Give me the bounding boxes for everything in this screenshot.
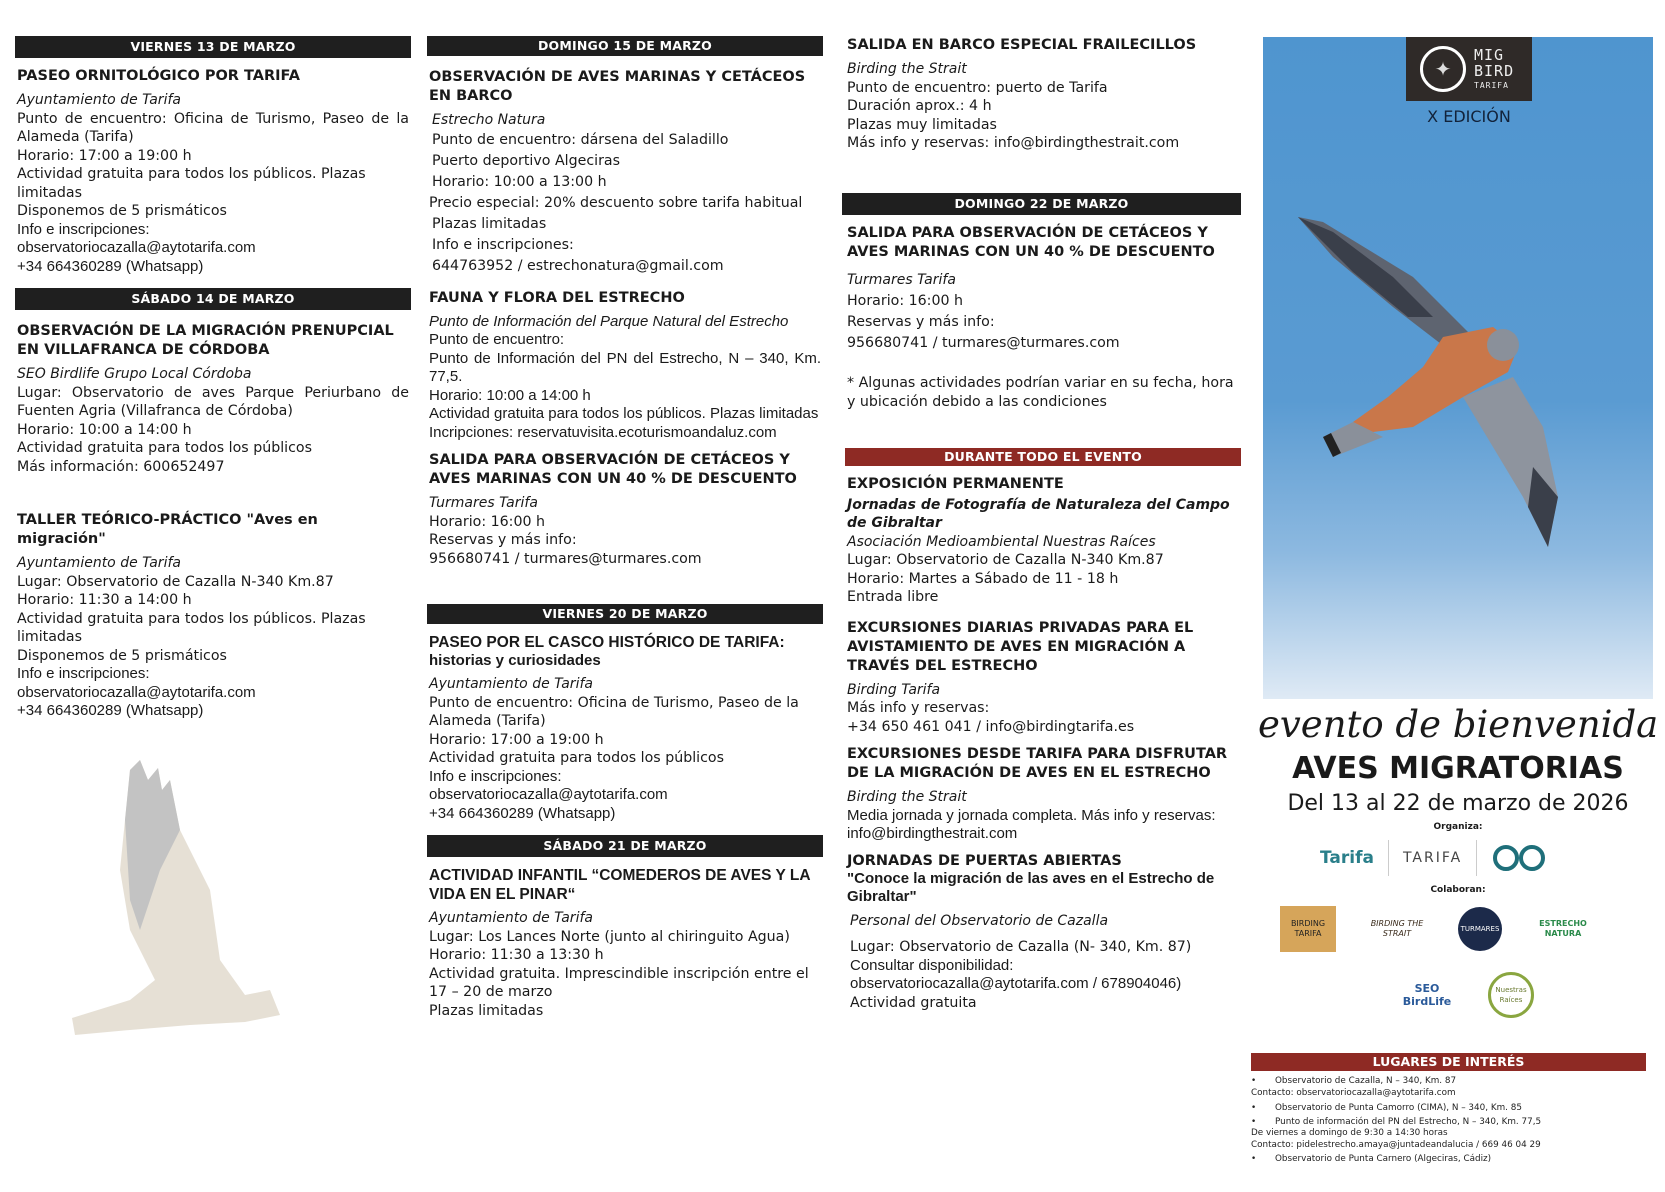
birding-tarifa-logo: BIRDING TARIFA bbox=[1280, 906, 1336, 952]
event-organizer: Birding the Strait bbox=[847, 789, 967, 805]
event-line: Info e inscripciones: bbox=[429, 767, 562, 785]
event-paseo-ornitologico bbox=[15, 67, 411, 276]
event-frailecillos bbox=[845, 36, 1241, 153]
event-line: Punto de encuentro: bbox=[429, 331, 565, 348]
event-line: Actividad gratuita para todos los públicos bbox=[17, 440, 312, 456]
event-organizer: Ayuntamiento de Tarifa bbox=[17, 92, 181, 108]
event-casco-historico bbox=[427, 633, 823, 823]
event-line: Horario: 10:00 a 14:00 h bbox=[17, 421, 192, 438]
event-title: SALIDA EN BARCO ESPECIAL FRAILECILLOS bbox=[847, 37, 1197, 53]
tarifa-tourism-logo: Tarifa bbox=[1320, 848, 1374, 868]
event-line: Lugar: Observatorio de Cazalla N-340 Km.87 bbox=[847, 552, 1164, 568]
event-line: Actividad gratuita para todos los públicos bbox=[429, 750, 724, 766]
event-line: Más información: 600652497 bbox=[17, 458, 225, 475]
harrier-bird-illustration bbox=[70, 760, 310, 1060]
event-excursiones-tarifa bbox=[845, 745, 1241, 844]
event-migracion-cordoba bbox=[15, 322, 411, 476]
event-line: Lugar: Observatorio de Cazalla N-340 Km.87 bbox=[17, 573, 334, 590]
event-email-link[interactable]: observatoriocazalla@aytotarifa.com bbox=[429, 786, 668, 803]
organizer-logos bbox=[1320, 838, 1549, 878]
event-line: Info e inscripciones: bbox=[17, 220, 150, 238]
migbird-logo bbox=[1406, 37, 1532, 101]
lugar-item: • Observatorio de Punta Camorro (CIMA), N – 340, Km. 85 bbox=[1251, 1103, 1522, 1114]
lugar-item: • Punto de información del PN del Estrecho, N – 340, Km. 77,5 bbox=[1251, 1116, 1542, 1127]
event-puertas-abiertas bbox=[845, 853, 1241, 1013]
event-subtitle: historias y curiosidades bbox=[429, 652, 601, 669]
event-registration-link[interactable]: Incripciones: reservatuvisita.ecoturismoandaluz.com bbox=[429, 423, 777, 441]
event-phone: +34 664360289 (Whatsapp) bbox=[17, 257, 204, 275]
event-organizer: Estrecho Natura bbox=[432, 112, 546, 128]
event-title: OBSERVACIÓN DE AVES MARINAS Y CETÁCEOS EN BARCO bbox=[429, 69, 806, 104]
estrecho-natura-logo: ESTRECHO NATURA bbox=[1539, 919, 1587, 938]
disclaimer-note: * Algunas actividades podrían variar en su fecha, hora y ubicación debido a las condiciones bbox=[847, 374, 1234, 410]
event-email-link[interactable]: observatoriocazalla@aytotarifa.com bbox=[17, 239, 256, 256]
event-line: Duración aprox.: 4 h bbox=[847, 98, 992, 114]
event-line: Punto de encuentro: puerto de Tarifa bbox=[847, 79, 1108, 96]
nuestras-raices-logo: Nuestras Raíces bbox=[1488, 972, 1534, 1018]
event-line: Actividad gratuita para todos los públicos. Plazas limitadas bbox=[17, 610, 366, 645]
event-line: Horario: 11:30 a 13:30 h bbox=[429, 947, 604, 963]
event-cetaceos-22 bbox=[845, 224, 1241, 412]
event-organizer: Birding the Strait bbox=[847, 61, 967, 77]
event-organizer: Punto de Información del Parque Natural del Estrecho bbox=[429, 312, 789, 330]
event-title: ACTIVIDAD INFANTIL “COMEDEROS DE AVES Y LA VIDA EN EL PINAR“ bbox=[429, 867, 810, 903]
event-organizer: Ayuntamiento de Tarifa bbox=[17, 555, 181, 571]
event-organizer: Ayuntamiento de Tarifa bbox=[429, 910, 593, 926]
event-line: Plazas limitadas bbox=[432, 215, 547, 232]
column-3 bbox=[845, 34, 1241, 1012]
main-title: AVES MIGRATORIAS bbox=[1292, 751, 1624, 786]
kestrel-photo bbox=[1293, 197, 1573, 557]
event-line: Lugar: Los Lances Norte (junto al chiringuito Agua) bbox=[429, 928, 790, 945]
event-title: PASEO ORNITOLÓGICO POR TARIFA bbox=[17, 68, 301, 84]
edition-label: X EDICIÓN bbox=[1427, 107, 1511, 126]
event-phone: +34 664360289 (Whatsapp) bbox=[429, 804, 616, 822]
event-line: Lugar: Observatorio de Cazalla (N- 340, Km. 87) bbox=[850, 939, 1192, 955]
event-line: Reservas y más info: bbox=[429, 532, 577, 548]
event-aves-marinas-barco bbox=[427, 68, 823, 277]
event-line: Punto de Información del PN del Estrecho, N – 340, Km. 77,5. bbox=[429, 349, 821, 385]
event-line: Actividad gratuita para todos los públicos. Plazas limitadas bbox=[17, 166, 366, 201]
event-line: Horario: Martes a Sábado de 11 - 18 h bbox=[847, 570, 1119, 587]
lugar-item: • Observatorio de Cazalla, N – 340, Km. 87 bbox=[1251, 1076, 1457, 1086]
event-line: Puerto deportivo Algeciras bbox=[432, 152, 620, 169]
event-line: Reservas y más info: bbox=[847, 313, 995, 330]
event-excursiones-diarias bbox=[845, 619, 1241, 737]
event-title: SALIDA PARA OBSERVACIÓN DE CETÁCEOS Y AVES MARINAS CON UN 40 % DE DESCUENTO bbox=[429, 452, 797, 487]
event-organizer: Turmares Tarifa bbox=[429, 495, 538, 511]
lugares-list bbox=[1251, 1074, 1661, 1165]
lugares-heading: LUGARES DE INTERÉS bbox=[1251, 1053, 1646, 1071]
organiza-label: Organiza: bbox=[1433, 822, 1483, 832]
column-1 bbox=[15, 36, 411, 721]
day-header-20: VIERNES 20 DE MARZO bbox=[427, 604, 823, 624]
event-line: Plazas limitadas bbox=[429, 1002, 544, 1019]
event-line: Lugar: Observatorio de aves Parque Periurbano de Fuenten Agria (Villafranca de Córdoba) bbox=[17, 384, 409, 419]
event-fauna-flora bbox=[427, 289, 823, 443]
event-email-link[interactable]: observatoriocazalla@aytotarifa.com bbox=[17, 683, 256, 701]
lugar-hours: De viernes a domingo de 9:30 a 14:30 horas bbox=[1251, 1128, 1448, 1139]
column-2 bbox=[427, 36, 823, 1020]
event-line: Punto de encuentro: dársena del Saladillo bbox=[432, 131, 729, 148]
event-line: Horario: 11:30 a 14:00 h bbox=[17, 592, 192, 608]
event-contact[interactable]: 956680741 / turmares@turmares.com bbox=[429, 550, 702, 567]
event-subtitle: Jornadas de Fotografía de Naturaleza del Campo de Gibraltar bbox=[847, 496, 1230, 531]
event-organizer: Asociación Medioambiental Nuestras Raíces bbox=[847, 533, 1156, 550]
event-email-link[interactable]: info@birdingthestrait.com bbox=[847, 825, 1018, 842]
event-line: Más info y reservas: bbox=[847, 700, 990, 716]
event-organizer: Birding Tarifa bbox=[847, 681, 941, 698]
collaborator-logos-row-2 bbox=[1396, 972, 1534, 1018]
observatorio-logo bbox=[1491, 838, 1549, 878]
event-line: Horario: 17:00 a 19:00 h bbox=[429, 731, 604, 748]
day-header-21: SÁBADO 21 DE MARZO bbox=[427, 835, 823, 857]
event-phone: +34 664360289 (Whatsapp) bbox=[17, 702, 204, 719]
collaborator-logos-row-1 bbox=[1280, 906, 1594, 952]
event-line: Plazas muy limitadas bbox=[847, 116, 997, 133]
day-header-durante: DURANTE TODO EL EVENTO bbox=[845, 448, 1241, 466]
day-header-13: VIERNES 13 DE MARZO bbox=[15, 36, 411, 58]
event-line: Horario: 10:00 a 13:00 h bbox=[432, 173, 607, 190]
event-line: Punto de encuentro: Oficina de Turismo, Paseo de la Alameda (Tarifa) bbox=[429, 694, 799, 729]
event-title: OBSERVACIÓN DE LA MIGRACIÓN PRENUPCIAL EN VILLAFRANCA DE CÓRDOBA bbox=[17, 323, 394, 358]
event-subtitle: "Conoce la migración de las aves en el Estrecho de Gibraltar" bbox=[847, 869, 1215, 905]
event-contact[interactable]: observatoriocazalla@aytotarifa.com / 678904046) bbox=[850, 975, 1182, 992]
event-line: Actividad gratuita. Imprescindible inscripción entre el 17 – 20 de marzo bbox=[429, 965, 809, 1000]
day-header-22: DOMINGO 22 DE MARZO bbox=[842, 193, 1241, 215]
event-title: EXCURSIONES DIARIAS PRIVADAS PARA EL AVISTAMIENTO DE AVES EN MIGRACIÓN A TRAVÉS DEL ESTRECHO bbox=[847, 619, 1194, 674]
seo-birdlife-logo: SEO BirdLife bbox=[1402, 982, 1452, 1008]
lugar-item: • Observatorio de Punta Carnero (Algeciras, Cádiz) bbox=[1251, 1153, 1492, 1164]
event-line: Media jornada y jornada completa. Más info y reservas: bbox=[847, 806, 1216, 824]
event-title: JORNADAS DE PUERTAS ABIERTAS bbox=[847, 852, 1122, 869]
event-line: Horario: 16:00 h bbox=[429, 513, 546, 530]
tagline: evento de bienvenida bbox=[1258, 703, 1659, 746]
event-cetaceos-15 bbox=[427, 451, 823, 568]
logo-text: MIG bbox=[1474, 45, 1505, 64]
cover-photo-panel bbox=[1263, 37, 1653, 699]
event-title: EXCURSIONES DESDE TARIFA PARA DISFRUTAR DE LA MIGRACIÓN DE AVES EN EL ESTRECHO bbox=[847, 746, 1228, 781]
lugar-contact: Contacto: observatoriocazalla@aytotarifa.com bbox=[1251, 1087, 1456, 1098]
event-title: SALIDA PARA OBSERVACIÓN DE CETÁCEOS Y AVES MARINAS CON UN 40 % DE DESCUENTO bbox=[847, 224, 1215, 260]
event-title: EXPOSICIÓN PERMANENTE bbox=[847, 475, 1064, 492]
event-dates: Del 13 al 22 de marzo de 2026 bbox=[1287, 791, 1629, 816]
event-line: Consultar disponibilidad: bbox=[850, 956, 1014, 974]
colaboran-label: Colaboran: bbox=[1430, 885, 1486, 895]
birding-the-strait-logo: BIRDING THE STRAIT bbox=[1370, 919, 1424, 938]
origami-bird-icon: ✦ bbox=[1420, 46, 1466, 92]
event-actividad-infantil bbox=[427, 866, 823, 1020]
event-line: Punto de encuentro: Oficina de Turismo, Paseo de la Alameda (Tarifa) bbox=[17, 110, 409, 145]
event-organizer: Ayuntamiento de Tarifa bbox=[429, 676, 593, 692]
event-organizer: Turmares Tarifa bbox=[847, 271, 956, 288]
event-line: Disponemos de 5 prismáticos bbox=[17, 203, 227, 219]
logo-text: TARIFA bbox=[1474, 80, 1509, 90]
event-contact[interactable]: 644763952 / estrechonatura@gmail.com bbox=[432, 257, 724, 274]
logo-text: BIRD bbox=[1474, 61, 1515, 80]
day-header-15: DOMINGO 15 DE MARZO bbox=[427, 36, 823, 56]
event-title: TALLER TEÓRICO-PRÁCTICO "Aves en migración" bbox=[17, 512, 318, 547]
event-title: PASEO POR EL CASCO HISTÓRICO DE TARIFA: bbox=[429, 634, 785, 651]
day-header-14: SÁBADO 14 DE MARZO bbox=[15, 288, 411, 310]
turmares-logo: TURMARES bbox=[1458, 907, 1502, 951]
event-line: Horario: 16:00 h bbox=[847, 292, 964, 309]
event-line: Entrada libre bbox=[847, 589, 939, 605]
event-line: Actividad gratuita bbox=[850, 994, 977, 1011]
lugar-contact: Contacto: pidelestrecho.amaya@juntadeandalucia / 669 46 04 29 bbox=[1251, 1139, 1541, 1150]
event-organizer: Personal del Observatorio de Cazalla bbox=[850, 912, 1109, 929]
event-contact[interactable]: +34 650 461 041 / info@birdingtarifa.es bbox=[847, 718, 1135, 735]
event-contact[interactable]: 956680741 / turmares@turmares.com bbox=[847, 334, 1120, 351]
event-line: Info e inscripciones: bbox=[432, 236, 574, 253]
event-line: Actividad gratuita para todos los públicos. Plazas limitadas bbox=[429, 405, 819, 422]
event-line: Horario: 10:00 a 14:00 h bbox=[429, 386, 591, 404]
event-exposicion bbox=[845, 475, 1241, 607]
event-title: FAUNA Y FLORA DEL ESTRECHO bbox=[429, 289, 685, 306]
event-line: Info e inscripciones: bbox=[17, 665, 150, 682]
ayuntamiento-tarifa-logo: TARIFA bbox=[1402, 850, 1463, 866]
event-organizer: SEO Birdlife Grupo Local Córdoba bbox=[17, 366, 252, 382]
event-taller bbox=[15, 511, 411, 721]
event-line: Disponemos de 5 prismáticos bbox=[17, 647, 227, 664]
event-line: Precio especial: 20% descuento sobre tarifa habitual bbox=[429, 194, 803, 211]
event-contact[interactable]: Más info y reservas: info@birdingthestrait.com bbox=[847, 135, 1180, 151]
event-line: Horario: 17:00 a 19:00 h bbox=[17, 147, 192, 164]
